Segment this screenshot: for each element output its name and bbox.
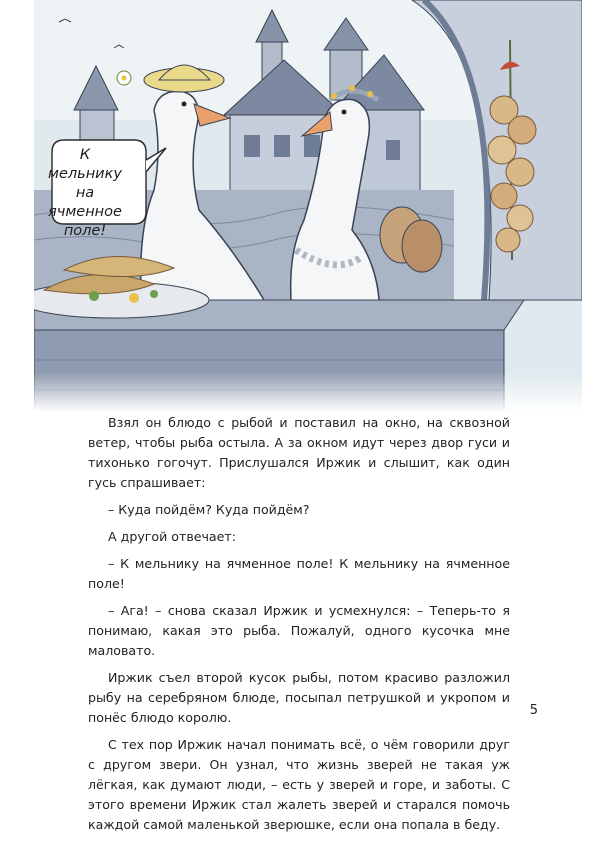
speech-bubble-line: поле! (63, 223, 107, 239)
speech-bubble-text (42, 146, 128, 241)
story-paragraph: – Ага! – снова сказал Иржик и усмехнулся: – Теперь-то я понимаю, какая это рыба. Пожалуй, одного кусочка мне маловато. (88, 603, 510, 658)
story-paragraph: Иржик съел второй кусок рыбы, потом красиво разложил рыбу на серебряном блюде, посыпал петрушкой и укропом и понёс блюдо королю. (88, 670, 510, 725)
story-paragraph: – Куда пойдём? Куда пойдём? (108, 502, 310, 517)
story-text (88, 413, 510, 842)
story-paragraph: А другой отвечает: (108, 529, 236, 544)
speech-bubble-line: К мельнику (48, 147, 122, 182)
story-paragraph: С тех пор Иржик начал понимать всё, о чём говорили друг с другом звери. Он узнал, что жизнь зверей не такая уж лёгкая, как думают люди, – есть у зверей и горе, и заботы. С этого времени Иржик стал жалеть зверей и старался помочь каждой самой маленькой зверюшке, если она попала в беду. (88, 737, 510, 832)
story-paragraph: Взял он блюдо с рыбой и поставил на окно, на сквозной ветер, чтобы рыба остыла. А за окном идут через двор гуси и тихонько гогочут. Прислушался Иржик и слышит, как один гусь спрашивает: (88, 415, 510, 490)
speech-bubble-line: на ячменное (48, 185, 122, 220)
page-number: 5 (529, 703, 538, 718)
story-paragraph: – К мельнику на ячменное поле! К мельнику на ячменное поле! (88, 556, 510, 591)
